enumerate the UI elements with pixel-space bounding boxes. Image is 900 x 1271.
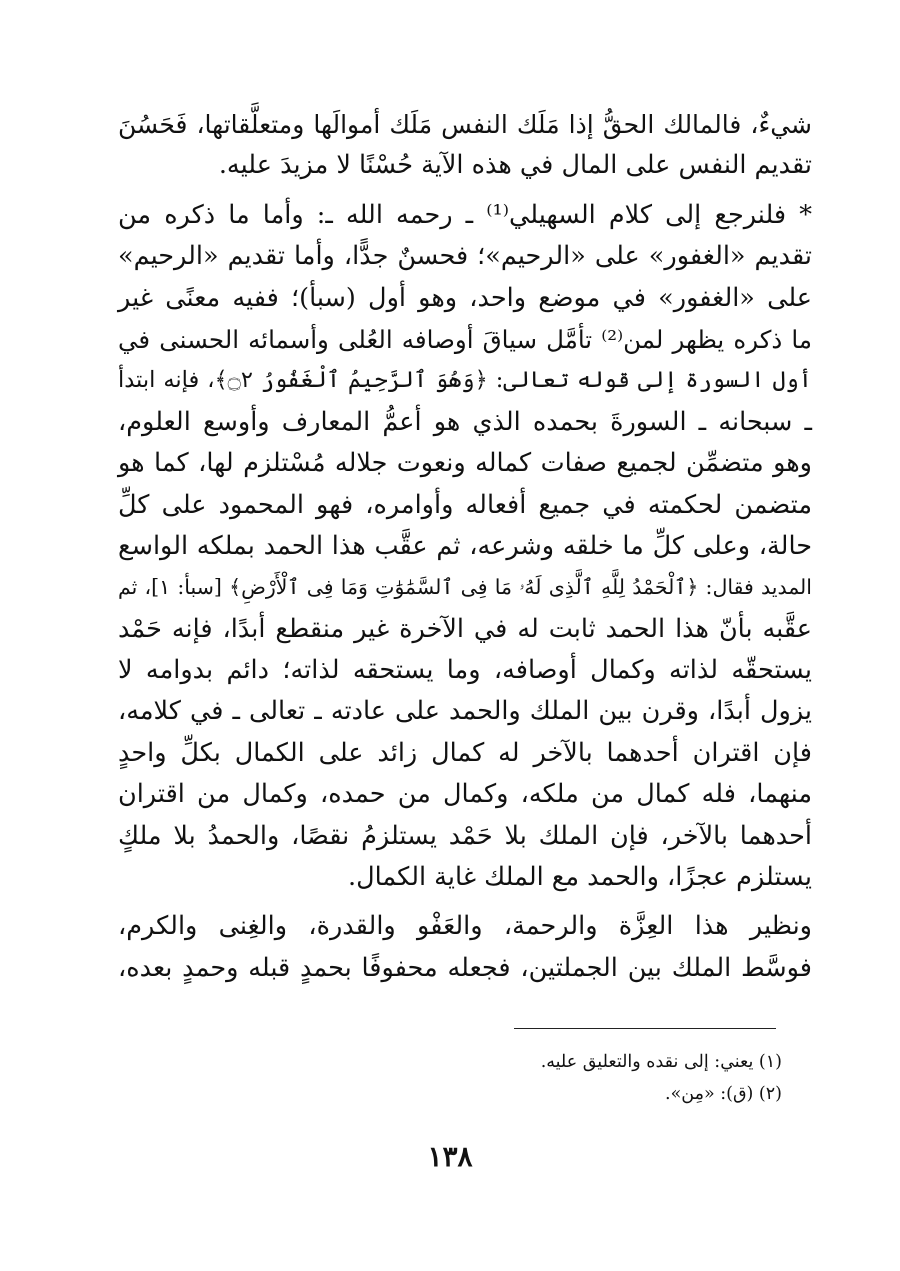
- text-line: منهما، فله كمال من ملكه، وكمال من حمده، وكمال من اقتران: [118, 779, 812, 810]
- text-line: ـ سبحانه ـ السورةَ بحمده الذي هو أعمُّ المعارف وأوسع العلوم،: [118, 406, 812, 437]
- footnote-2: (٢) (ق): «مِن».: [665, 1084, 782, 1104]
- text-line: المديد فقال: ﴿ٱلْحَمْدُ لِلَّهِ ٱلَّذِى لَهُۥ مَا فِى ٱلسَّمَٰوَٰتِ وَمَا فِى ٱلْأَرْضِ﴾ [سبأ: ١]، ثم: [118, 575, 812, 600]
- text-line: تقديم «الغفور» على «الرحيم»؛ فحسنٌ جدًّا، وأما تقديم «الرحيم»: [118, 241, 812, 272]
- text-line: على «الغفور» في موضع واحد، وهو أول (سبأ)؛ ففيه معنًى غير: [118, 282, 812, 313]
- text-line: وهو متضمِّن لجميع صفات كماله ونعوت جلاله مُسْتلزم لها، كما هو: [118, 448, 812, 479]
- text-line: شيءٌ، فالمالك الحقُّ إذا مَلَك النفس مَلَك أموالَها ومتعلَّقاتها، فَحَسُنَ: [118, 110, 812, 139]
- text-line: عقَّبه بأنّ هذا الحمد ثابت له في الآخرة غير منقطع أبدًا، فإنه حَمْد: [118, 613, 812, 644]
- text-line: ونظير هذا العِزَّة والرحمة، والعَفْو والقدرة، والغِنى والكرم،: [118, 911, 813, 942]
- text-line: * فلنرجع إلى كلام السهيلي⁽¹⁾ ـ رحمه الله ـ: وأما ما ذكره من: [118, 199, 812, 230]
- text-line: يستلزم عجزًا، والحمد مع الملك غاية الكمال.: [347, 862, 812, 893]
- footnote-1: (١) يعني: إلى نقده والتعليق عليه.: [540, 1052, 782, 1072]
- text-line: أحدهما بالآخر، فإن الملك بلا حَمْد يستلزمُ نقصًا، والحمدُ بلا ملكٍ: [118, 820, 812, 851]
- page-number: ١٣٨: [427, 1140, 473, 1173]
- text-line: حالة، وعلى كلِّ ما خلقه وشرعه، ثم عقَّب هذا الحمد بملكه الواسع: [118, 530, 812, 561]
- text-line: أول السورة إلى قوله تعالى: ﴿وَهُوَ ٱلرَّحِيمُ ٱلْغَفُورُ ۝٢﴾، فإنه ابتدأ: [118, 367, 812, 394]
- text-line: ما ذكره يظهر لمن⁽²⁾ تأمَّل سياقَ أوصافه العُلى وأسمائه الحسنى في: [118, 324, 813, 354]
- footnote-separator: [514, 1028, 776, 1029]
- text-line: فوسَّط الملك بين الجملتين، فجعله محفوفًا بحمدٍ قبله وحمدٍ بعده،: [118, 952, 812, 983]
- text-line: تقديم النفس على المال في هذه الآية حُسْنًا لا مزيدَ عليه.: [218, 150, 812, 181]
- text-line: يزول أبدًا، وقرن بين الملك والحمد على عادته ـ تعالى ـ في كلامه،: [118, 696, 812, 727]
- footnotes: [470, 1046, 782, 1110]
- text-line: يستحقّه لذاته وكمال أوصافه، وما يستحقه لذاته؛ دائم بدوامه لا: [118, 655, 812, 686]
- text-line: فإن اقتران أحدهما بالآخر له كمال زائد على الكمال بكلِّ واحدٍ: [118, 737, 812, 768]
- main-text: [118, 104, 812, 989]
- text-line: متضمن لحكمته في جميع أفعاله وأوامره، فهو المحمود على كلِّ: [118, 489, 812, 520]
